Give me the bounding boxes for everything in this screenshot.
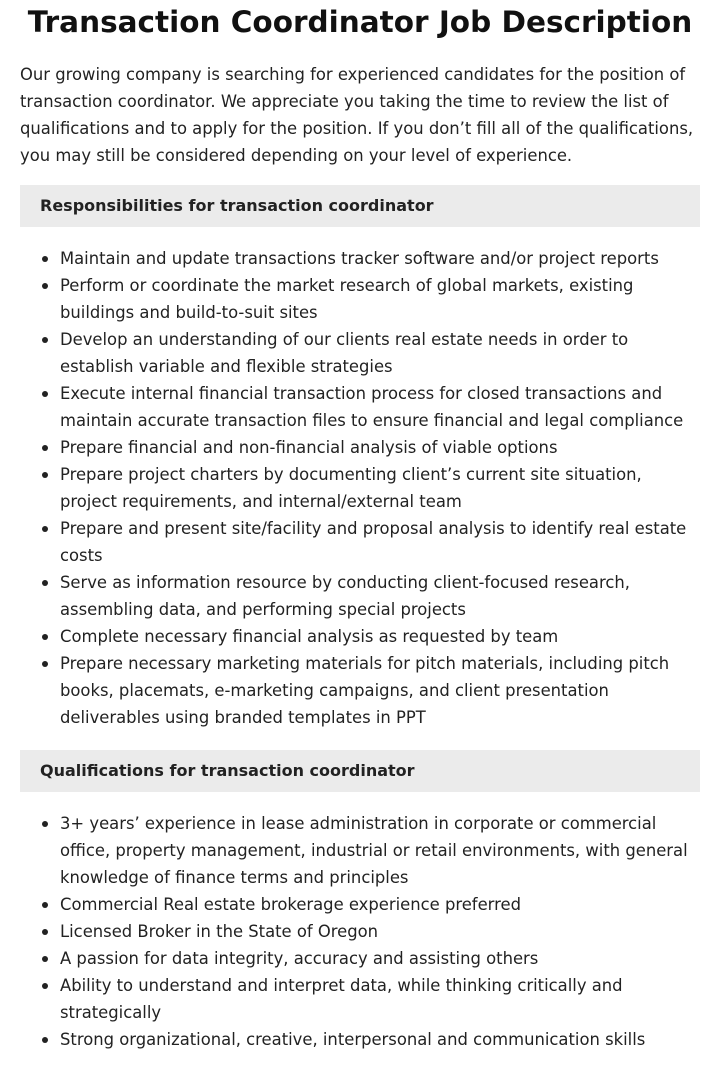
- list-item: Complete necessary financial analysis as requested by team: [60, 623, 700, 650]
- list-item: Maintain and update transactions tracker software and/or project reports: [60, 245, 700, 272]
- list-item: Strong organizational, creative, interpersonal and communication skills: [60, 1026, 700, 1053]
- qualifications-list: [20, 810, 700, 1053]
- list-item: Commercial Real estate brokerage experience preferred: [60, 891, 700, 918]
- list-item: Execute internal financial transaction process for closed transactions and maintain accurate transaction files to ensure financial and legal compliance: [60, 380, 700, 434]
- responsibilities-heading: Responsibilities for transaction coordinator: [20, 185, 700, 227]
- list-item: Prepare necessary marketing materials for pitch materials, including pitch books, placemats, e-marketing campaigns, and client presentation deliverables using branded templates in PPT: [60, 650, 700, 731]
- qualifications-heading: Qualifications for transaction coordinator: [20, 750, 700, 792]
- list-item: Prepare and present site/facility and proposal analysis to identify real estate costs: [60, 515, 700, 569]
- list-item: 3+ years’ experience in lease administration in corporate or commercial office, property management, industrial or retail environments, with general knowledge of finance terms and principles: [60, 810, 700, 891]
- list-item: Prepare project charters by documenting client’s current site situation, project requirements, and internal/external team: [60, 461, 700, 515]
- responsibilities-list: [20, 245, 700, 731]
- list-item: A passion for data integrity, accuracy and assisting others: [60, 945, 700, 972]
- intro-paragraph: Our growing company is searching for experienced candidates for the position of transaction coordinator. We appreciate you taking the time to review the list of qualifications and to apply for the position. If you don’t fill all of the qualifications, you may still be considered depending on your level of experience.: [20, 65, 694, 165]
- list-item: Develop an understanding of our clients real estate needs in order to establish variable and flexible strategies: [60, 326, 700, 380]
- list-item: Prepare financial and non-financial analysis of viable options: [60, 434, 700, 461]
- list-item: Perform or coordinate the market research of global markets, existing buildings and build-to-suit sites: [60, 272, 700, 326]
- list-item: Serve as information resource by conducting client-focused research, assembling data, and performing special projects: [60, 569, 700, 623]
- list-item: Licensed Broker in the State of Oregon: [60, 918, 700, 945]
- page-title: Transaction Coordinator Job Description: [27, 5, 693, 39]
- list-item: Ability to understand and interpret data, while thinking critically and strategically: [60, 972, 700, 1026]
